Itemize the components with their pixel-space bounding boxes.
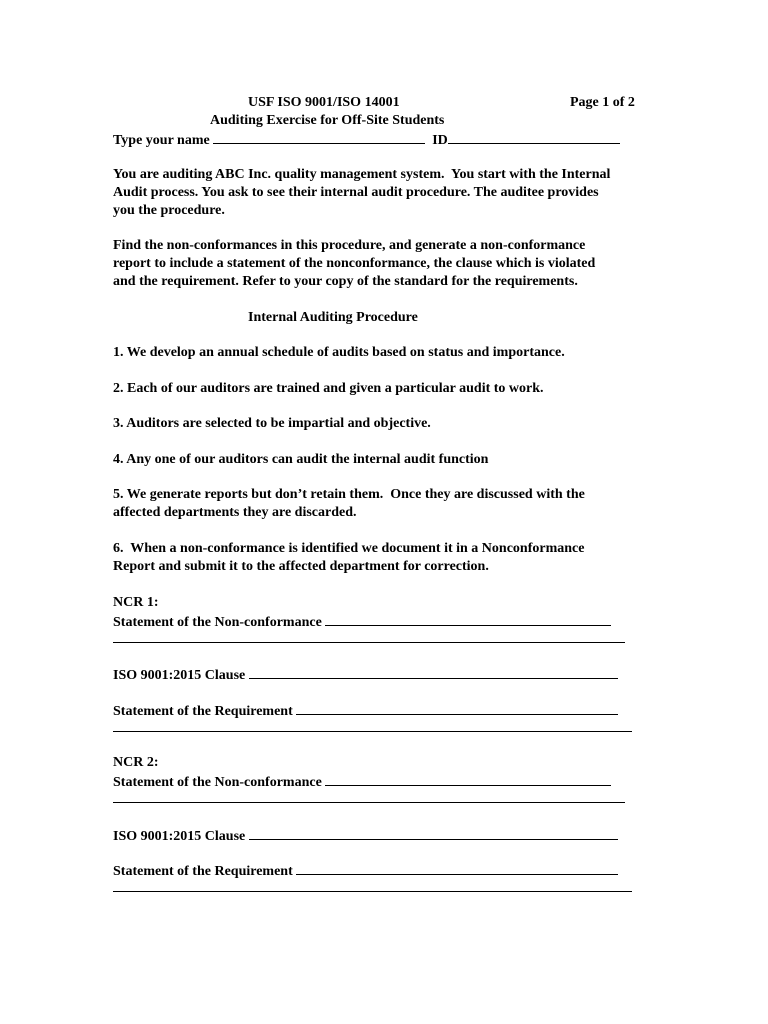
procedure-item-continued: affected departments they are discarded. [113,505,357,520]
requirement-field[interactable] [296,861,618,875]
intro-line: You are auditing ABC Inc. quality management system. You start with the Internal [113,167,611,182]
procedure-item: 4. Any one of our auditors can audit the internal audit function [113,452,489,467]
nonconformance-field-continued[interactable] [113,802,625,803]
requirement-field[interactable] [296,701,618,715]
procedure-title: Internal Auditing Procedure [248,310,418,325]
page-number: Page 1 of 2 [570,95,635,110]
ncr-heading: NCR 2: [113,755,159,770]
nonconformance-field-continued[interactable] [113,642,625,643]
ncr-nonconformance-line [113,612,611,632]
procedure-item: 3. Auditors are selected to be impartial and objective. [113,416,431,431]
procedure-item-continued: Report and submit it to the affected department for correction. [113,559,489,574]
clause-label: ISO 9001:2015 Clause [113,829,246,844]
ncr-clause-line [113,665,618,685]
requirement-label: Statement of the Requirement [113,864,293,879]
instructions-line: Find the non-conformances in this procedure, and generate a non-conformance [113,238,586,253]
instructions-line: and the requirement. Refer to your copy of the standard for the requirements. [113,274,578,289]
id-field[interactable] [448,130,620,144]
name-label: Type your name [113,133,210,148]
id-label: ID [432,133,448,148]
ncr-requirement-line [113,861,618,881]
requirement-field-continued[interactable] [113,891,632,892]
procedure-item: 6. When a non-conformance is identified we document it in a Nonconformance [113,541,585,556]
name-id-line [113,130,620,150]
intro-line: Audit process. You ask to see their internal audit procedure. The auditee provides [113,185,599,200]
procedure-item: 5. We generate reports but don’t retain them. Once they are discussed with the [113,487,585,502]
intro-line: you the procedure. [113,203,225,218]
ncr-heading: NCR 1: [113,595,159,610]
instructions-line: report to include a statement of the nonconformance, the clause which is violated [113,256,596,271]
requirement-label: Statement of the Requirement [113,704,293,719]
clause-field[interactable] [249,665,618,679]
document-subtitle: Auditing Exercise for Off-Site Students [210,113,445,128]
document-title: USF ISO 9001/ISO 14001 [248,95,400,110]
nonconformance-field[interactable] [325,772,611,786]
clause-field[interactable] [249,826,618,840]
requirement-field-continued[interactable] [113,731,632,732]
ncr-nonconformance-line [113,772,611,792]
nonconformance-label: Statement of the Non-conformance [113,615,322,630]
procedure-item: 1. We develop an annual schedule of audits based on status and importance. [113,345,565,360]
nonconformance-label: Statement of the Non-conformance [113,775,322,790]
nonconformance-field[interactable] [325,612,611,626]
clause-label: ISO 9001:2015 Clause [113,668,246,683]
procedure-item: 2. Each of our auditors are trained and given a particular audit to work. [113,381,544,396]
ncr-clause-line [113,826,618,846]
name-field[interactable] [213,130,425,144]
ncr-requirement-line [113,701,618,721]
